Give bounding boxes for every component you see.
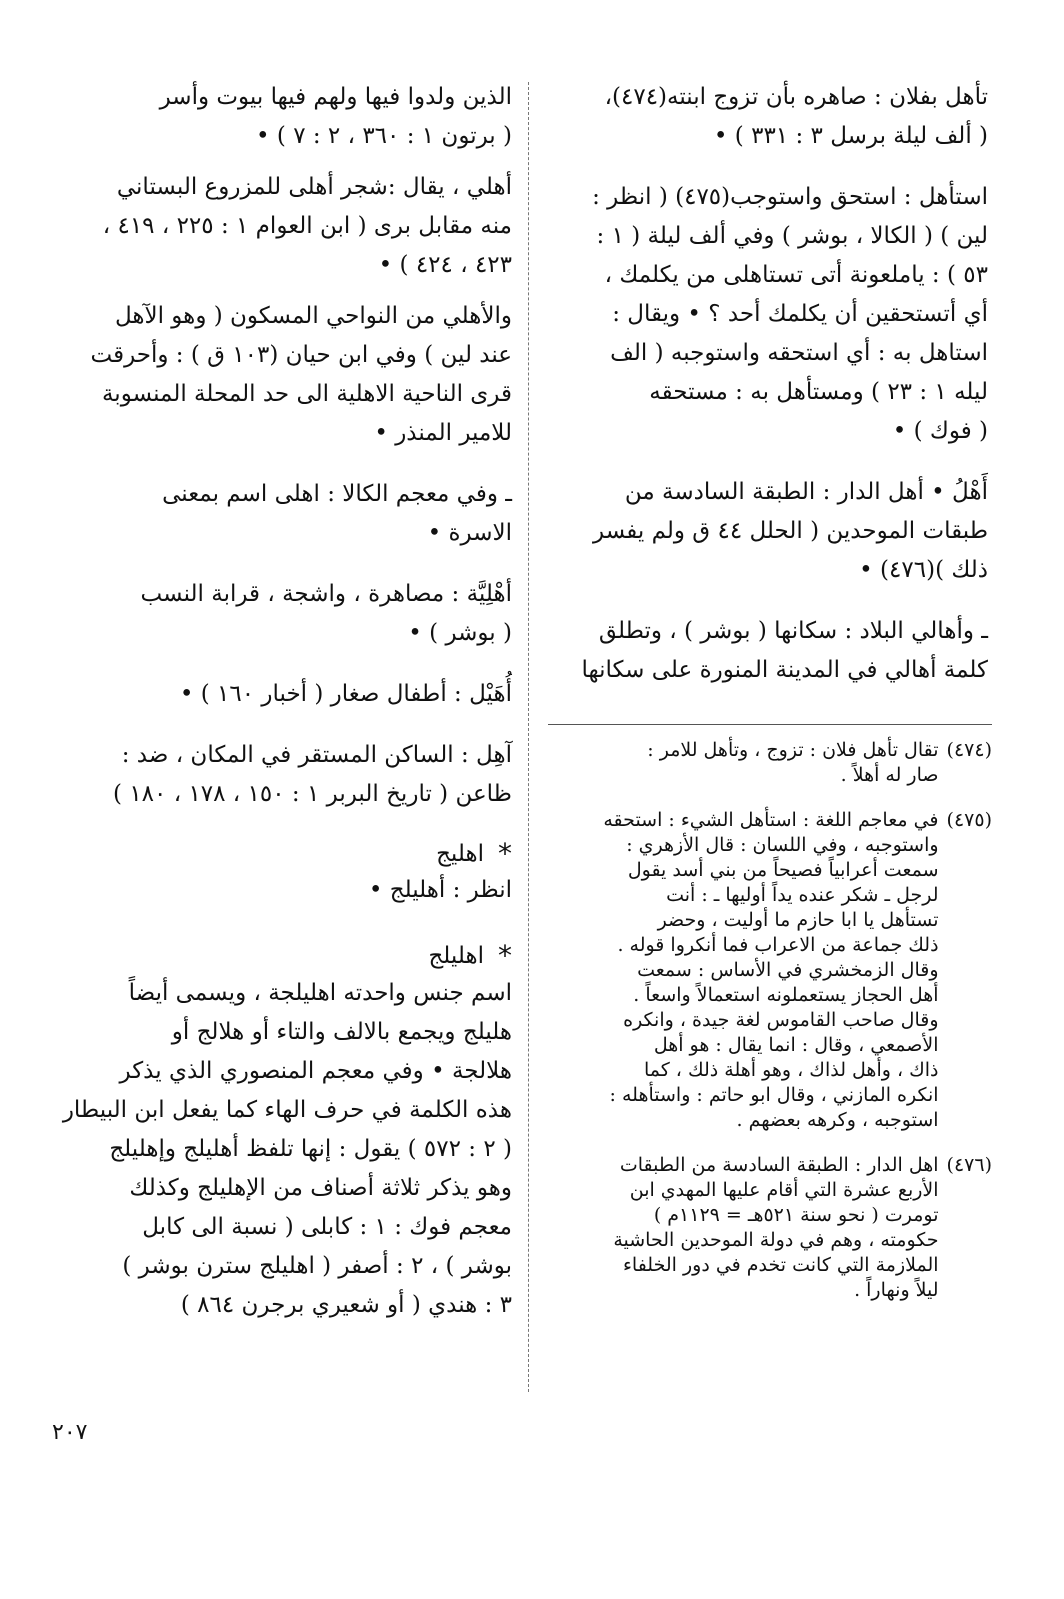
left-paragraph-1: الذين ولدوا فيها ولهم فيها بيوت وأسر ( برتون ١ : ٣٦٠ ، ٢ : ٧ ) • bbox=[159, 84, 512, 149]
entry-title: اهليج bbox=[436, 841, 484, 867]
right-column bbox=[548, 78, 988, 702]
right-paragraph-1: تأهل بفلان : صاهره بأن تزوج ابنته(٤٧٤)، ( ألف ليلة برسل ٣ : ٣٣١ ) • bbox=[604, 84, 988, 149]
asterisk-icon: * bbox=[498, 939, 512, 972]
left-paragraph-4: ـ وفي معجم الكالا : اهلى اسم بمعنى الاسرة • bbox=[162, 481, 512, 546]
footnote-text: في معاجم اللغة : استأهل الشيء : استحقه واستوجبه ، وفي اللسان : قال الأزهري : سمعت أعرابياً فصيحاً من بني أسد يقول لرجل ـ شكر عنده يداً أوليها ـ : أنت تستأهل يا ابا حازم ما أوليت ، وحضر ذلك جماعة من الاعراب فما أنكروا قوله . وقال الزمخشري في الأساس : سمعت أهل الحجاز يستعملونه استعمالاً واسعاً . وقال صاحب القاموس لغة جيدة ، وانكره الأصمعي ، وقال : انما يقال : هو أهل ذاك ، وأهل لذاك ، وهو أهلة ذلك ، كما انكره المازني ، وقال ابو حاتم : واستأهله : استوجبه ، وكرهه بعضهم . bbox=[603, 809, 939, 1131]
left-paragraph-7: آهِل : الساكن المستقر في المكان ، ضد : ظاعن ( تاريخ البربر ١ : ١٥٠ ، ١٧٨ ، ١٨٠ ) bbox=[113, 742, 512, 807]
entry-heading-ahlij bbox=[52, 836, 512, 872]
page-number: ٢٠٧ bbox=[52, 1420, 88, 1445]
left-paragraph-2: أهلي ، يقال :شجر أهلى للمزروع البستاني منه مقابل برى ( ابن العوام ١ : ٢٢٥ ، ٤١٩ ، ٤٢٣ ، ٤٢٤ ) • bbox=[102, 174, 512, 278]
footnote-476 bbox=[548, 1153, 992, 1303]
footnote-text: اهل الدار : الطبقة السادسة من الطبقات الأربع عشرة التي أقام عليها المهدي ابن تومرت ( نحو سنة ٥٢١هـ = ١١٢٩م ) حكومته ، وهم في دولة الموحدين الحاشية الملازمة التي كانت تخدم في دور الخلفاء ليلاً ونهاراً . bbox=[613, 1154, 939, 1301]
right-paragraph-2: استأهل : استحق واستوجب(٤٧٥) ( انظر : لين ) ( الكالا ، بوشر ) وفي ألف ليلة ( ١ : ٥٣ ) : ياملعونة أتى تستاهلى من يكلمك ، أي أتستحقين أن يكلمك أحد ؟ • ويقال : استاهل به : أي استحقه واستوجبه ( الف ليله ١ : ٢٣ ) ومستأهل به : مستحقه ( فوك ) • bbox=[592, 184, 988, 444]
footnote-separator bbox=[548, 724, 992, 725]
footnote-475 bbox=[548, 808, 992, 1133]
left-column bbox=[52, 78, 512, 1337]
footnote-number: (٤٧٥) bbox=[946, 809, 992, 831]
footnote-474 bbox=[548, 738, 992, 788]
entry-body-ahlilaj: اسم جنس واحدته اهليلجة ، ويسمى أيضاً هليلج ويجمع بالالف والتاء أو هلالج أو هلالجة • وفي معجم المنصوري الذي يذكر هذه الكلمة في حرف الهاء كما يفعل ابن البيطار ( ٢ : ٥٧٢ ) يقول : إنها تلفظ أهليلج وإهليلج وهو يذكر ثلاثة أصناف من الإهليلج وكذلك معجم فوك : ١ : كابلى ( نسبة الى كابل بوشر ) ، ٢ : أصفر ( اهليلج سترن بوشر ) ٣ : هندي ( أو شعيري برجرن ٨٦٤ ) bbox=[62, 980, 512, 1318]
left-paragraph-5: أهْلِيَّة : مصاهرة ، واشجة ، قرابة النسب ( بوشر ) • bbox=[140, 581, 512, 646]
right-paragraph-4: ـ وأهالي البلاد : سكانها ( بوشر ) ، وتطلق كلمة أهالي في المدينة المنورة على سكانها bbox=[581, 618, 988, 683]
footnote-text: تقال تأهل فلان : تزوج ، وتأهل للامر : صار له أهلاً . bbox=[647, 739, 939, 786]
column-divider bbox=[528, 82, 530, 1392]
left-paragraph-6: أُهَيْل : أطفال صغار ( أخبار ١٦٠ ) • bbox=[179, 681, 512, 707]
left-paragraph-3: والأهلي من النواحي المسكون ( وهو الآهل عند لين ) وفي ابن حيان (١٠٣ ق ) : وأحرقت قرى الناحية الاهلية الى حد المحلة المنسوبة للامير المنذر • bbox=[90, 303, 512, 446]
entry-heading-ahlilaj bbox=[52, 938, 512, 974]
right-paragraph-3: أَهْلُ • أهل الدار : الطبقة السادسة من طبقات الموحدين ( الحلل ٤٤ ق ولم يفسر ذلك )(٤٧٦) • bbox=[593, 479, 988, 583]
entry-title: اهليلج bbox=[428, 943, 484, 969]
footnote-number: (٤٧٤) bbox=[946, 739, 992, 761]
footnote-number: (٤٧٦) bbox=[946, 1154, 992, 1176]
footnotes bbox=[548, 738, 992, 1323]
entry-cross-reference: انظر : أهليلج • bbox=[368, 877, 512, 903]
asterisk-icon: * bbox=[498, 837, 512, 870]
